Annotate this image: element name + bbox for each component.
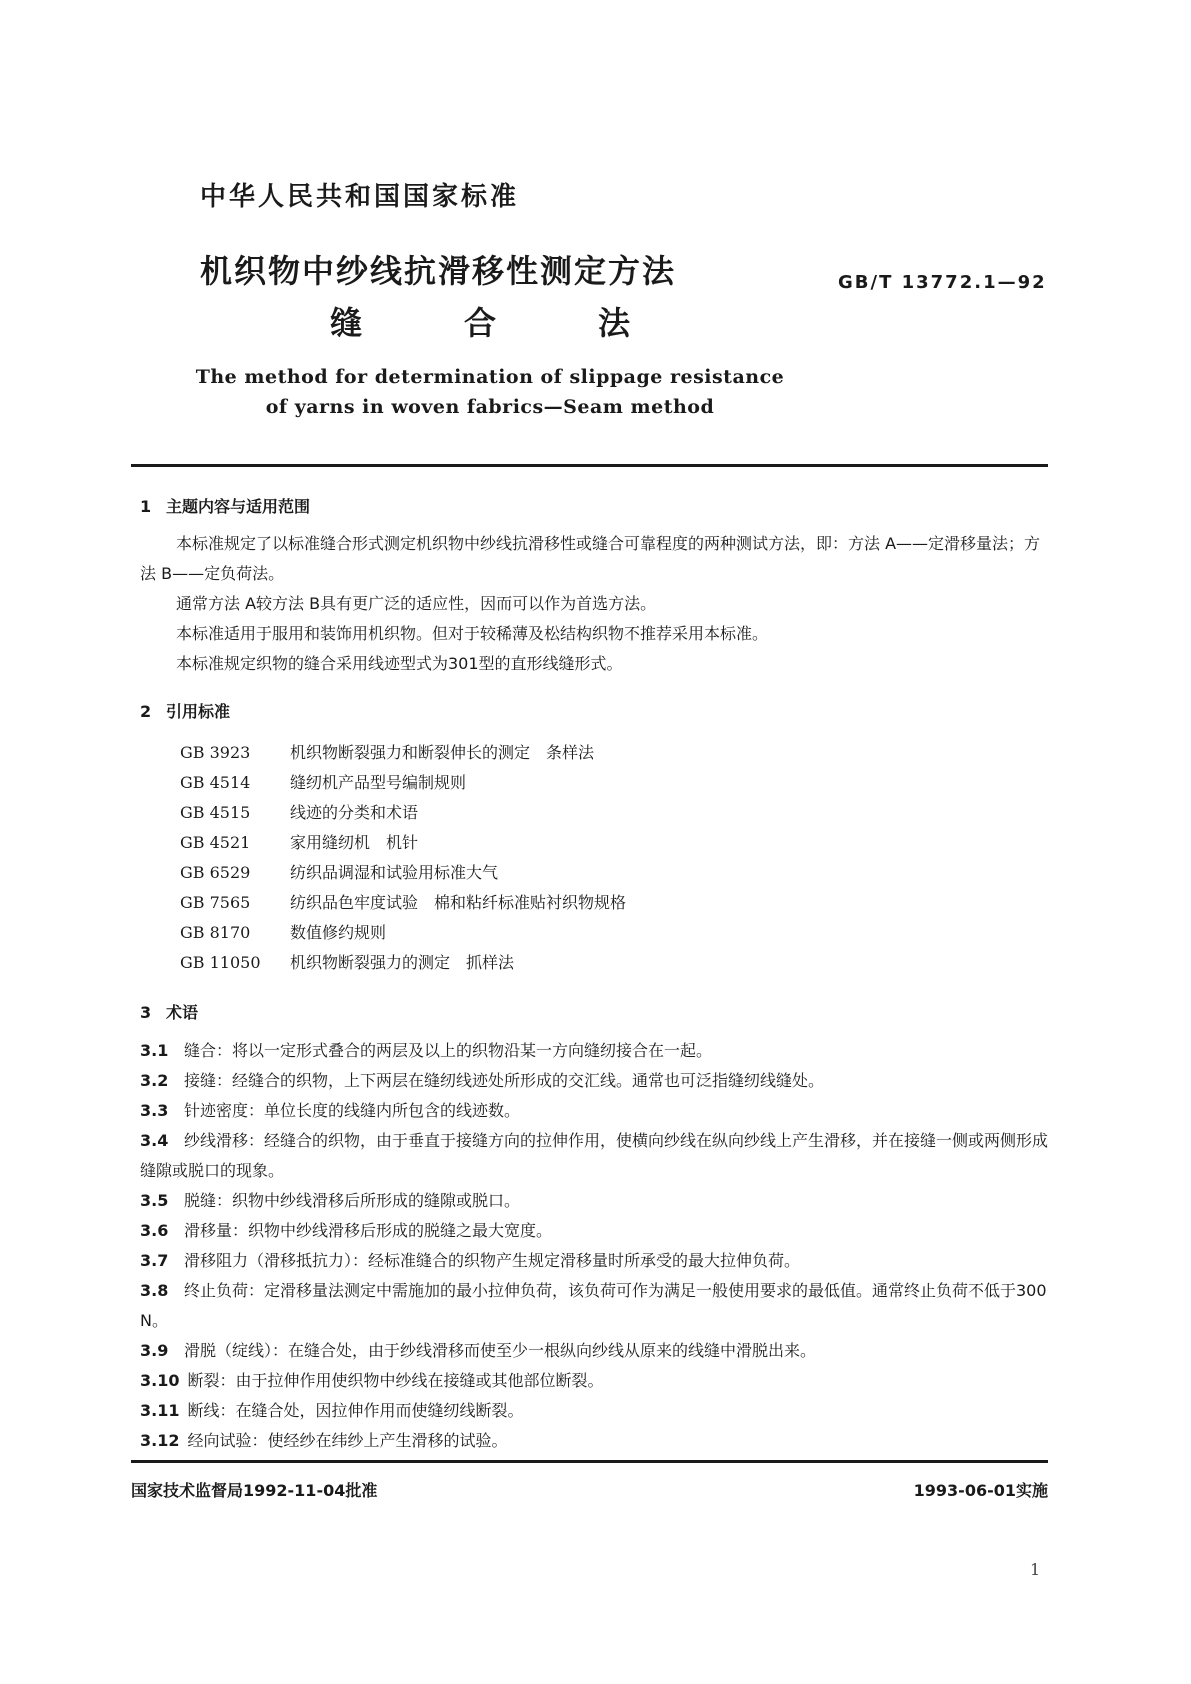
term-number: 3.5 [140, 1191, 169, 1210]
term-item [140, 1366, 1050, 1396]
section-title: 主题内容与适用范围 [166, 497, 311, 516]
reference-item [180, 770, 466, 793]
document-subtitle [330, 298, 630, 344]
reference-code: GB 11050 [180, 953, 261, 972]
document-title: 机织物中纱线抗滑移性测定方法 [200, 252, 677, 290]
section-3-heading [140, 1000, 198, 1023]
reference-title: 线迹的分类和术语 [290, 803, 419, 822]
reference-item [180, 800, 418, 823]
reference-title: 机织物断裂强力的测定 抓样法 [290, 953, 515, 972]
term-text: 滑脱（绽线）：在缝合处，由于纱线滑移而使至少一根纵向纱线从原来的线缝中滑脱出来。 [184, 1341, 817, 1360]
term-text: 缝合：将以一定形式叠合的两层及以上的织物沿某一方向缝纫接合在一起。 [184, 1041, 713, 1060]
section-number: 1 [140, 497, 152, 516]
term-item [140, 1336, 1050, 1366]
term-number: 3.6 [140, 1221, 169, 1240]
term-text: 滑移阻力（滑移抵抗力）：经标准缝合的织物产生规定滑移量时所承受的最大拉伸负荷。 [184, 1251, 801, 1270]
reference-code: GB 8170 [180, 923, 251, 942]
section-1-paragraph: 本标准规定了以标准缝合形式测定机织物中纱线抗滑移性或缝合可靠程度的两种测试方法，即：方法 A——定滑移量法；方法 B——定负荷法。 [140, 534, 1041, 583]
section-number: 3 [140, 1003, 152, 1022]
section-1-paragraph: 本标准规定织物的缝合采用线迹型式为301型的直形线缝形式。 [176, 654, 623, 673]
term-item [140, 1396, 1050, 1426]
reference-title: 缝纫机产品型号编制规则 [290, 773, 467, 792]
section-number: 2 [140, 702, 152, 721]
term-item [140, 1186, 1050, 1216]
reference-code: GB 6529 [180, 863, 251, 882]
term-text: 针迹密度：单位长度的线缝内所包含的线迹数。 [184, 1101, 521, 1120]
page-number: 1 [1030, 1560, 1041, 1579]
top-divider [131, 464, 1048, 467]
term-item [140, 1096, 1050, 1126]
term-item [140, 1246, 1050, 1276]
section-title: 术语 [166, 1003, 199, 1022]
term-text: 滑移量：织物中纱线滑移后形成的脱缝之最大宽度。 [184, 1221, 553, 1240]
term-item [140, 1216, 1050, 1246]
term-item [140, 1036, 1050, 1066]
standard-code: GB/T 13772.1—92 [838, 272, 1047, 293]
reference-code: GB 3923 [180, 743, 251, 762]
reference-item [180, 860, 498, 883]
effective-date: 1993-06-01实施 [913, 1481, 1048, 1500]
term-number: 3.7 [140, 1251, 169, 1270]
reference-title: 纺织品调湿和试验用标准大气 [290, 863, 499, 882]
reference-code: GB 7565 [180, 893, 251, 912]
reference-title: 纺织品色牢度试验 棉和粘纤标准贴衬织物规格 [290, 893, 627, 912]
term-number: 3.9 [140, 1341, 169, 1360]
section-1-heading [140, 494, 310, 517]
english-title-line-1: The method for determination of slippage resistance [195, 366, 785, 388]
reference-item [180, 830, 418, 853]
term-number: 3.2 [140, 1071, 169, 1090]
term-number: 3.10 [140, 1371, 180, 1390]
reference-code: GB 4515 [180, 803, 251, 822]
term-item [140, 1276, 1050, 1336]
standard-country-heading: 中华人民共和国国家标准 [200, 182, 520, 212]
bottom-divider [131, 1460, 1048, 1463]
term-number: 3.11 [140, 1401, 180, 1420]
term-text: 纱线滑移：经缝合的织物，由于垂直于接缝方向的拉伸作用，使横向纱线在纵向纱线上产生滑移，并在接缝一侧或两侧形成缝隙或脱口的现象。 [140, 1131, 1049, 1180]
subtitle-char: 法 [597, 304, 630, 342]
approval-date: 国家技术监督局1992-11-04批准 [131, 1481, 378, 1500]
subtitle-char: 合 [463, 304, 496, 342]
term-number: 3.1 [140, 1041, 169, 1060]
english-title-line-2: of yarns in woven fabrics—Seam method [265, 396, 715, 418]
term-text: 断线：在缝合处，因拉伸作用而使缝纫线断裂。 [187, 1401, 524, 1420]
term-item [140, 1426, 1050, 1456]
section-1-paragraph: 本标准适用于服用和装饰用机织物。但对于较稀薄及松结构织物不推荐采用本标准。 [176, 624, 769, 643]
term-number: 3.8 [140, 1281, 169, 1300]
term-text: 脱缝：织物中纱线滑移后所形成的缝隙或脱口。 [184, 1191, 521, 1210]
reference-title: 机织物断裂强力和断裂伸长的测定 条样法 [290, 743, 595, 762]
section-1-paragraph: 通常方法 A较方法 B具有更广泛的适应性，因而可以作为首选方法。 [176, 594, 657, 613]
reference-item [180, 890, 626, 913]
term-text: 经向试验：使经纱在纬纱上产生滑移的试验。 [187, 1431, 508, 1450]
reference-item [180, 950, 514, 973]
reference-code: GB 4521 [180, 833, 251, 852]
reference-item [180, 740, 594, 763]
reference-title: 数值修约规则 [290, 923, 387, 942]
term-number: 3.4 [140, 1131, 169, 1150]
section-2-heading [140, 699, 230, 722]
subtitle-char: 缝 [330, 304, 363, 342]
term-number: 3.12 [140, 1431, 180, 1450]
section-title: 引用标准 [166, 702, 231, 721]
reference-title: 家用缝纫机 机针 [290, 833, 419, 852]
reference-code: GB 4514 [180, 773, 251, 792]
term-item [140, 1066, 1050, 1096]
term-text: 断裂：由于拉伸作用使织物中纱线在接缝或其他部位断裂。 [187, 1371, 604, 1390]
term-text: 接缝：经缝合的织物，上下两层在缝纫线迹处所形成的交汇线。通常也可泛指缝纫线缝处。 [184, 1071, 825, 1090]
term-number: 3.3 [140, 1101, 169, 1120]
reference-item [180, 920, 386, 943]
term-text: 终止负荷：定滑移量法测定中需施加的最小拉伸负荷，该负荷可作为满足一般使用要求的最低值。通常终止负荷不低于300 N。 [140, 1281, 1047, 1330]
term-item [140, 1126, 1050, 1186]
